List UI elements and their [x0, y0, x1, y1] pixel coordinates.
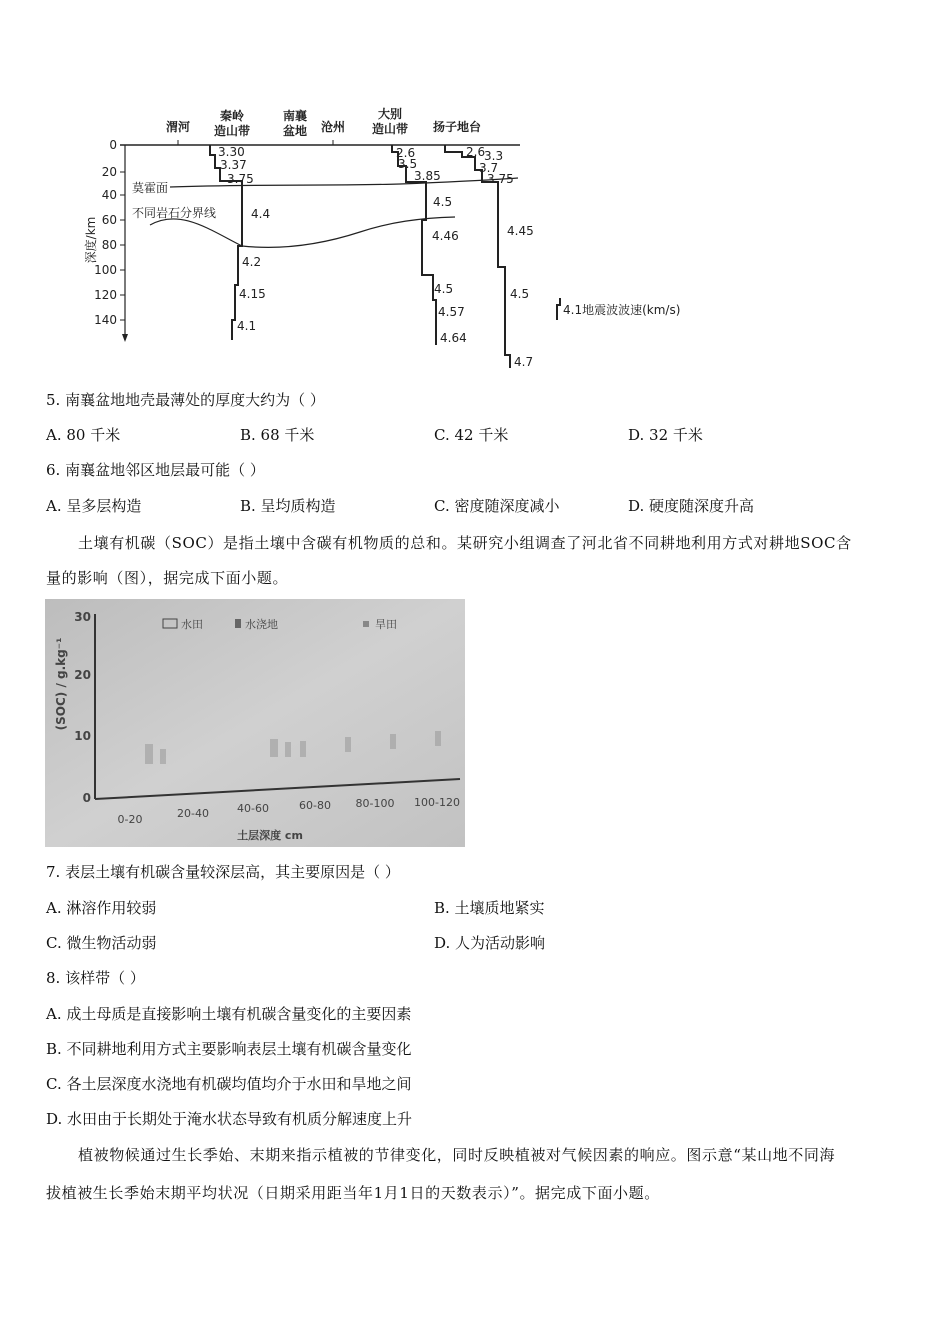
question-6-option-d[interactable]: D. 硬度随深度升高 — [628, 497, 755, 515]
soc-legend-item: 旱田 — [375, 618, 397, 631]
question-8-option-a[interactable]: A. 成土母质是直接影响土壤有机碳含量变化的主要因素 — [46, 1005, 412, 1023]
question-8-option-b[interactable]: B. 不同耕地利用方式主要影响表层土壤有机碳含量变化 — [46, 1040, 412, 1058]
depth-tick-label: 140 — [94, 313, 117, 327]
region-label: 造山带 — [371, 122, 409, 136]
question-6-stem: 6. 南襄盆地邻区地层最可能（ ） — [46, 461, 265, 479]
depth-tick-label: 100 — [94, 263, 117, 277]
seismic-profile-figure — [70, 100, 750, 380]
velocity-label: 4.5 — [434, 282, 454, 296]
depth-tick-label: 60 — [101, 213, 117, 227]
question-6-option-c[interactable]: C. 密度随深度减小 — [434, 497, 560, 515]
velocity-label: 4.57 — [438, 305, 465, 319]
depth-axis-label: 深度/km — [84, 216, 98, 264]
velocity-label: 4.45 — [507, 224, 534, 238]
soc-x-tick: 20-40 — [177, 807, 209, 820]
velocity-label: 3.7 — [479, 161, 499, 175]
depth-axis-arrow — [122, 334, 128, 342]
velocity-label: 4.46 — [432, 229, 459, 243]
region-label: 扬子地台 — [432, 120, 482, 134]
soc-x-label: 土层深度 cm — [237, 829, 303, 842]
region-label: 造山带 — [213, 124, 251, 138]
soc-y-tick: 10 — [74, 729, 91, 743]
soc-x-tick: 40-60 — [237, 802, 269, 815]
soc-x-tick: 80-100 — [355, 797, 395, 810]
passage-soc-line-2: 量的影响（图），据完成下面小题。 — [46, 569, 289, 587]
depth-ticks — [120, 145, 125, 320]
question-7-option-c[interactable]: C. 微生物活动弱 — [46, 934, 157, 952]
velocity-label: 4.5 — [433, 195, 453, 209]
soc-x-tick: 100-120 — [414, 796, 460, 809]
soc-y-tick: 30 — [74, 610, 91, 624]
question-5-option-d[interactable]: D. 32 千米 — [628, 426, 703, 444]
rock-boundary-line — [150, 217, 455, 247]
velocity-label: 2.6 — [396, 146, 416, 160]
passage-phenology-line-2: 拔植被生长季始末期平均状况（日期采用距当年1月1日的天数表示）”。据完成下面小题。 — [46, 1184, 660, 1202]
region-label: 南襄 — [282, 109, 308, 123]
soc-x-tick: 0-20 — [117, 813, 143, 826]
velocity-label: 4.5 — [510, 287, 530, 301]
question-7-option-b[interactable]: B. 土壤质地紧实 — [434, 899, 545, 917]
region-label: 沧州 — [320, 120, 346, 134]
legend-dryland-swatch — [363, 621, 369, 627]
soc-chart-figure — [45, 599, 465, 847]
depth-tick-label: 120 — [94, 288, 117, 302]
velocity-label: 4.2 — [242, 255, 262, 269]
velocity-label: 4.15 — [239, 287, 266, 301]
legend-symbol — [557, 298, 560, 320]
velocity-label: 2.6 — [466, 145, 486, 159]
velocity-label: 4.4 — [251, 207, 271, 221]
velocity-label: 3.85 — [414, 169, 441, 183]
depth-tick-label: 20 — [101, 165, 117, 179]
legend-irrigated-swatch — [235, 619, 241, 628]
question-5-option-b[interactable]: B. 68 千米 — [240, 426, 315, 444]
depth-tick-label: 80 — [101, 238, 117, 252]
question-5-option-a[interactable]: A. 80 千米 — [46, 426, 121, 444]
moho-label: 莫霍面 — [132, 181, 169, 195]
question-6-option-b[interactable]: B. 呈均质构造 — [240, 497, 336, 515]
region-label: 盆地 — [282, 124, 308, 138]
rock-boundary-label: 不同岩石分界线 — [132, 206, 217, 220]
question-8-option-d[interactable]: D. 水田由于长期处于淹水状态导致有机质分解速度上升 — [46, 1110, 413, 1128]
region-label: 大别 — [377, 107, 403, 121]
region-label: 渭河 — [165, 120, 191, 134]
moho-line — [170, 178, 518, 187]
velocity-label: 4.7 — [514, 355, 534, 369]
depth-tick-label: 40 — [101, 188, 117, 202]
soc-y-tick: 20 — [74, 668, 91, 682]
passage-soc-line-1: 土壤有机碳（SOC）是指土壤中含碳有机物质的总和。某研究小组调查了河北省不同耕地利用方式对耕地SOC含 — [78, 534, 852, 552]
soc-y-label: (SOC) / g.kg⁻¹ — [54, 637, 68, 731]
depth-tick-label: 0 — [109, 138, 117, 152]
region-label: 秦岭 — [219, 109, 245, 123]
question-5-option-c[interactable]: C. 42 千米 — [434, 426, 509, 444]
velocity-label: 3.75 — [487, 172, 514, 186]
velocity-label: 3.30 — [218, 145, 245, 159]
soc-legend-item: 水田 — [181, 618, 203, 631]
soc-y-tick: 0 — [82, 791, 91, 805]
question-5-stem: 5. 南襄盆地地壳最薄处的厚度大约为（ ） — [46, 391, 325, 409]
question-7-option-a[interactable]: A. 淋溶作用较弱 — [46, 899, 157, 917]
soc-legend-item: 水浇地 — [245, 618, 278, 631]
velocity-label: 3.5 — [398, 157, 418, 171]
velocity-label: 4.64 — [440, 331, 467, 345]
velocity-label: 4.1 — [237, 319, 257, 333]
question-7-stem: 7. 表层土壤有机碳含量较深层高，其主要原因是（ ） — [46, 863, 400, 881]
legend-label: 4.1地震波波速(km/s) — [563, 303, 681, 317]
question-8-stem: 8. 该样带（ ） — [46, 969, 145, 987]
velocity-label: 3.3 — [484, 149, 504, 163]
soc-x-tick: 60-80 — [299, 799, 331, 812]
question-6-option-a[interactable]: A. 呈多层构造 — [46, 497, 142, 515]
question-8-option-c[interactable]: C. 各土层深度水浇地有机碳均值均介于水田和旱地之间 — [46, 1075, 412, 1093]
velocity-label: 3.37 — [220, 158, 247, 172]
question-7-option-d[interactable]: D. 人为活动影响 — [434, 934, 546, 952]
velocity-label: 3.75 — [227, 172, 254, 186]
passage-phenology-line-1: 植被物候通过生长季始、末期来指示植被的节律变化，同时反映植被对气候因素的响应。图示意“某山地不同海 — [78, 1146, 836, 1164]
